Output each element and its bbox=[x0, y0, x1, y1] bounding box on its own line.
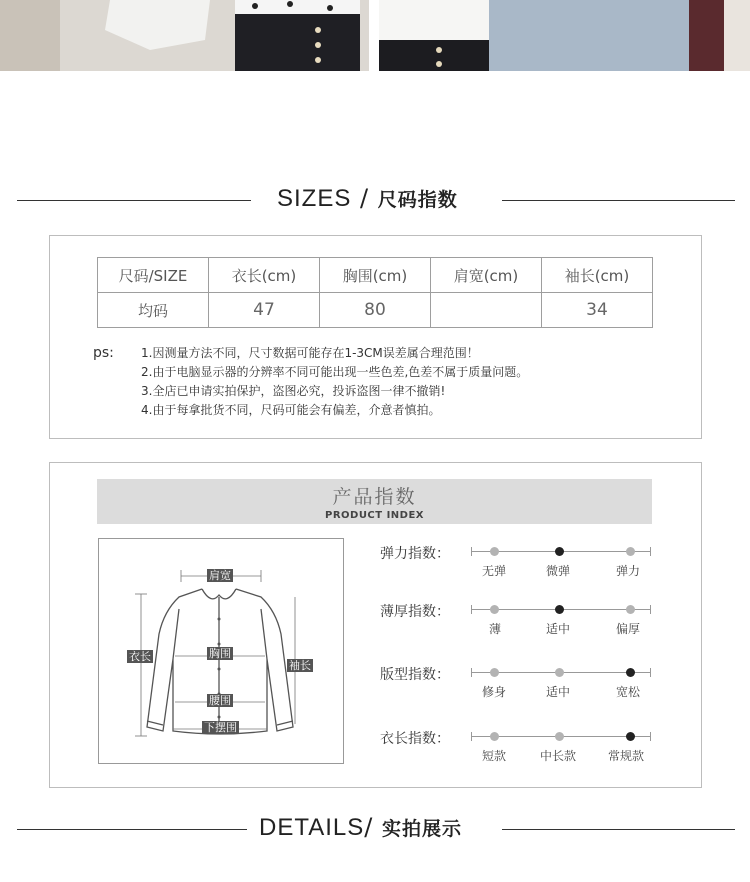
size-table-header: 尺码/SIZE bbox=[98, 258, 209, 293]
product-index-title-en: PRODUCT INDEX bbox=[324, 510, 425, 521]
index-dot-selected bbox=[626, 668, 635, 677]
index-dot bbox=[555, 732, 564, 741]
index-option: 宽松 bbox=[616, 685, 641, 699]
product-index-box bbox=[49, 462, 702, 788]
sizes-heading-en: SIZES bbox=[277, 185, 352, 212]
index-option: 中长款 bbox=[540, 749, 577, 763]
index-row-label: 衣长指数： bbox=[380, 731, 450, 747]
note-item: 4.由于每拿批货不同，尺码可能会有偏差，介意者慎拍。 bbox=[141, 403, 441, 417]
index-option: 微弹 bbox=[546, 564, 571, 578]
sizes-divider-right bbox=[502, 200, 735, 201]
size-table-cell: 47 bbox=[209, 293, 320, 328]
index-dot bbox=[490, 732, 499, 741]
product-index-banner bbox=[97, 479, 652, 524]
index-option: 适中 bbox=[546, 685, 571, 699]
product-index-title-cn: 产品指数 bbox=[332, 486, 417, 508]
size-table-cell bbox=[431, 293, 542, 328]
details-divider-left bbox=[17, 829, 247, 830]
diagram-label-sleeve: 袖长 bbox=[289, 659, 311, 672]
size-info-box bbox=[49, 235, 702, 439]
index-row-label: 薄厚指数： bbox=[380, 604, 450, 620]
note-item: 3.全店已申请实拍保护，盗图必究，投诉盗图一律不撤销! bbox=[141, 384, 446, 398]
index-scale-tick bbox=[650, 547, 651, 556]
index-option: 修身 bbox=[482, 685, 507, 699]
index-option: 适中 bbox=[546, 622, 571, 636]
sizes-heading-cn: 尺码指数 bbox=[377, 189, 458, 211]
index-dot bbox=[490, 605, 499, 614]
diagram-label-chest: 胸围 bbox=[209, 647, 231, 660]
sizes-heading-slash: / bbox=[360, 184, 370, 212]
diagram-label-hem: 下摆围 bbox=[204, 721, 237, 734]
index-dot bbox=[490, 668, 499, 677]
size-notes bbox=[93, 344, 693, 420]
index-row-label: 版型指数： bbox=[380, 667, 450, 683]
details-heading-slash: / bbox=[364, 813, 374, 841]
size-table-cell: 34 bbox=[542, 293, 653, 328]
notes-prefix: ps: bbox=[93, 345, 114, 361]
index-option: 常规款 bbox=[608, 749, 645, 763]
index-option: 弹力 bbox=[616, 564, 641, 578]
index-scale-tick bbox=[650, 605, 651, 614]
index-option: 无弹 bbox=[482, 564, 507, 578]
note-item: 2.由于电脑显示器的分辨率不同可能出现一些色差,色差不属于质量问题。 bbox=[141, 365, 529, 379]
index-dot-selected bbox=[555, 547, 564, 556]
index-dot bbox=[555, 668, 564, 677]
index-row-label: 弹力指数： bbox=[380, 546, 450, 562]
size-table-header: 袖长(cm) bbox=[542, 258, 653, 293]
size-table-header: 衣长(cm) bbox=[209, 258, 320, 293]
product-photo-right bbox=[379, 0, 750, 71]
sizes-divider-left bbox=[17, 200, 251, 201]
index-option: 短款 bbox=[482, 749, 507, 763]
diagram-label-shoulder: 肩宽 bbox=[209, 569, 231, 582]
details-heading bbox=[259, 813, 462, 842]
size-table bbox=[97, 257, 653, 328]
index-scale-tick bbox=[471, 547, 472, 556]
size-table-header: 胸围(cm) bbox=[320, 258, 431, 293]
size-table-row bbox=[98, 293, 653, 328]
size-table-header-row bbox=[98, 258, 653, 293]
garment-measurement-diagram bbox=[98, 538, 344, 764]
photo-left-art bbox=[0, 0, 369, 71]
index-option: 偏厚 bbox=[616, 622, 641, 636]
details-heading-en: DETAILS bbox=[259, 814, 365, 841]
size-table-header: 肩宽(cm) bbox=[431, 258, 542, 293]
product-photo-left bbox=[0, 0, 369, 71]
diagram-label-waist: 腰围 bbox=[209, 694, 231, 707]
index-scale-tick bbox=[650, 668, 651, 677]
index-option: 薄 bbox=[489, 622, 502, 636]
details-heading-cn: 实拍展示 bbox=[381, 818, 462, 840]
diagram-label-length: 衣长 bbox=[129, 650, 151, 663]
index-scale-tick bbox=[650, 732, 651, 741]
index-dot bbox=[626, 605, 635, 614]
size-table-cell: 均码 bbox=[98, 293, 209, 328]
photo-right-art bbox=[379, 0, 750, 71]
index-dot bbox=[626, 547, 635, 556]
index-dot bbox=[490, 547, 499, 556]
index-dot-selected bbox=[555, 605, 564, 614]
index-scale-tick bbox=[471, 668, 472, 677]
note-item: 1.因测量方法不同，尺寸数据可能存在1-3CM误差属合理范围！ bbox=[141, 346, 479, 360]
details-divider-right bbox=[502, 829, 735, 830]
index-scale-tick bbox=[471, 732, 472, 741]
sizes-heading bbox=[277, 184, 458, 213]
index-dot-selected bbox=[626, 732, 635, 741]
size-table-cell: 80 bbox=[320, 293, 431, 328]
index-scale-tick bbox=[471, 605, 472, 614]
